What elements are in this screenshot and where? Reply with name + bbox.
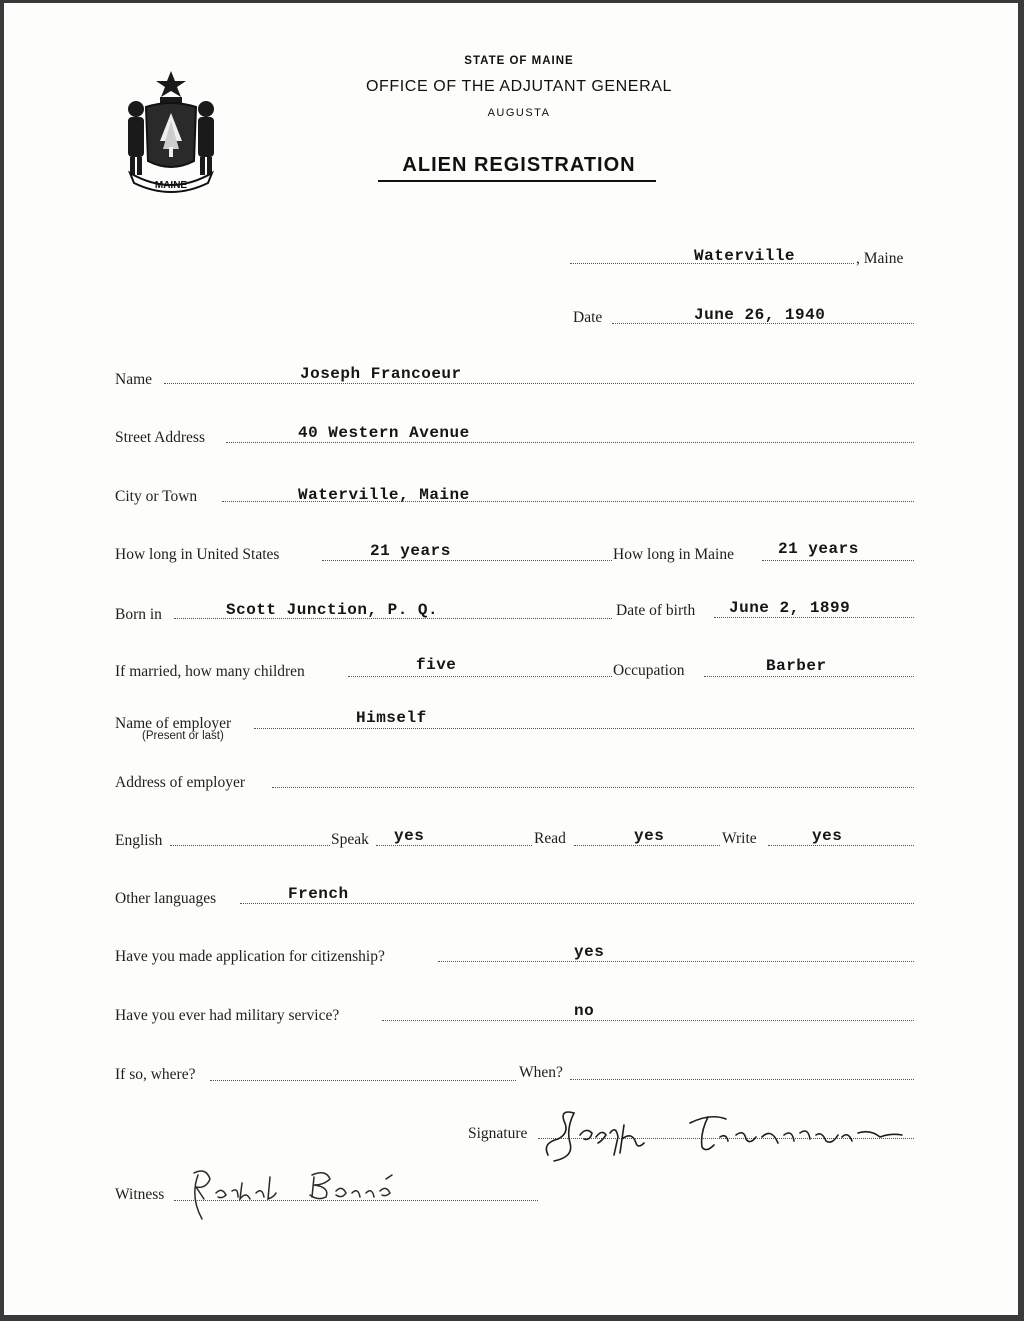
write-value: yes (812, 827, 843, 845)
read-dots (574, 845, 720, 846)
born-label: Born in (115, 606, 162, 623)
where-label: If so, where? (115, 1066, 196, 1083)
us-duration-label: How long in United States (115, 546, 280, 563)
title-underline (378, 180, 656, 182)
employer-label: Name of employer (115, 715, 232, 732)
military-value: no (574, 1002, 595, 1020)
header-state: STATE OF MAINE (464, 55, 574, 67)
us-duration-dots (322, 560, 612, 561)
occupation-value: Barber (766, 657, 827, 675)
maine-duration-label: How long in Maine (613, 546, 734, 563)
military-dots (382, 1020, 914, 1021)
other-languages-dots (240, 903, 914, 904)
speak-dots (376, 845, 532, 846)
date-value: June 26, 1940 (694, 306, 826, 324)
name-value: Joseph Francoeur (300, 365, 462, 383)
witness-handwriting (176, 1163, 426, 1223)
header-office: OFFICE OF THE ADJUTANT GENERAL (365, 78, 673, 95)
employer-address-label: Address of employer (115, 774, 245, 791)
where-dots (210, 1080, 516, 1081)
employer-address-dots (272, 787, 914, 788)
children-dots (348, 676, 612, 677)
english-dots (170, 845, 330, 846)
street-dots (226, 442, 914, 443)
maine-duration-value: 21 years (778, 540, 859, 558)
children-value: five (416, 656, 457, 674)
date-label: Date (573, 309, 603, 326)
city-label: City or Town (115, 488, 198, 505)
english-label: English (115, 832, 163, 849)
place-value: Waterville (694, 247, 796, 265)
speak-label: Speak (331, 831, 369, 848)
occupation-dots (704, 676, 914, 677)
form-title: ALIEN REGISTRATION (402, 154, 636, 176)
employer-dots (254, 728, 914, 729)
military-label: Have you ever had military service? (115, 1007, 340, 1024)
header-city: AUGUSTA (487, 107, 551, 119)
write-label: Write (722, 830, 757, 847)
seal-text: MAINE (154, 180, 188, 191)
speak-value: yes (394, 827, 425, 845)
read-label: Read (534, 830, 566, 847)
maine-duration-dots (762, 560, 914, 561)
other-languages-value: French (288, 885, 349, 903)
signature-label: Signature (468, 1125, 528, 1142)
place-suffix: , Maine (856, 250, 904, 267)
when-label: When? (519, 1064, 563, 1081)
form-page (4, 3, 1018, 1315)
employer-value: Himself (356, 709, 427, 727)
street-label: Street Address (115, 429, 205, 446)
dob-label: Date of birth (616, 602, 696, 619)
occupation-label: Occupation (613, 662, 685, 679)
state-of-maine-seal-icon (116, 69, 226, 195)
citizenship-value: yes (574, 943, 605, 961)
children-label: If married, how many children (115, 663, 305, 680)
name-label: Name (115, 371, 153, 388)
city-value: Waterville, Maine (298, 486, 470, 504)
citizenship-dots (438, 961, 914, 962)
us-duration-value: 21 years (370, 542, 451, 560)
other-languages-label: Other languages (115, 890, 217, 907)
dob-dots (714, 617, 914, 618)
employer-sublabel: (Present or last) (142, 730, 224, 742)
born-value: Scott Junction, P. Q. (226, 601, 439, 619)
when-dots (570, 1079, 914, 1080)
read-value: yes (634, 827, 665, 845)
witness-label: Witness (115, 1186, 165, 1203)
dob-value: June 2, 1899 (729, 599, 851, 617)
write-dots (768, 845, 914, 846)
name-dots (164, 383, 914, 384)
street-value: 40 Western Avenue (298, 424, 470, 442)
citizenship-label: Have you made application for citizenship? (115, 948, 385, 965)
signature-handwriting (540, 1103, 920, 1165)
